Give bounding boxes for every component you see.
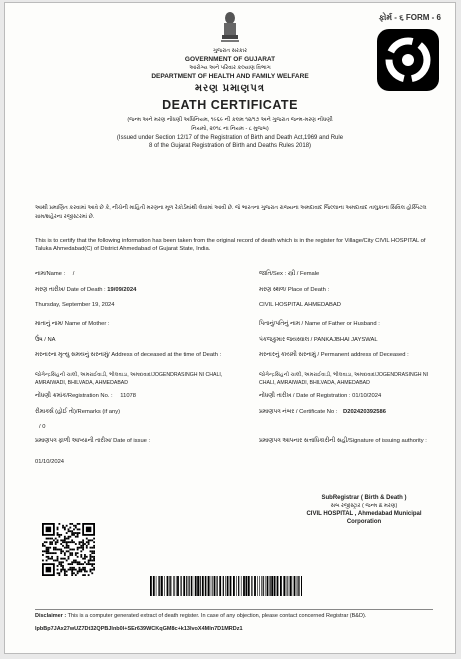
national-emblem-icon <box>218 10 242 46</box>
permanent-address-label: મરનારનું કાયમી સરનામું / Permanent address of Deceased : <box>259 352 409 358</box>
sex-field: જાતિ/Sex : સ્ત્રી / Female <box>259 271 320 277</box>
certificate-no-value: D202420392586 <box>343 409 386 415</box>
intro-text: This is to certify that the following information has been taken from the original record of death which is in the register for Village/City CIVIL HOSPITAL of Taluka Ahmedabad(C) of District Ahmedabad of Gujarat State, India. <box>35 238 426 252</box>
disclaimer-label: Disclaimer : <box>35 613 67 619</box>
registration-no-value: 11078 <box>120 393 136 399</box>
signatory-title: SubRegistrar ( Birth & Death ) <box>321 495 407 501</box>
issued-under: (Issued under Section 12/17 of the Registration of Birth and Death Act,1969 and Rule 8 of the Gujarat Registration of Birth and Deaths Rules 2018) <box>116 135 344 149</box>
pod-label: મરણ સ્થળ/ Place of Death : <box>259 287 330 293</box>
registration-date-field <box>259 392 381 400</box>
mother-label: માતાનું નામ/ Name of Mother : <box>35 321 110 327</box>
signatory-block <box>303 494 425 526</box>
issue-date-label: પ્રમાણપત્ર ફાળી આપ્યાની તારીખ/ Date of issue : <box>35 438 151 444</box>
verification-hash: lpbBp7JAx27wUZ7Dt32QPBJlnb0l+SEr639WCKqGM8c+k13lvoX4Mln7D1MRDz1 <box>35 626 243 632</box>
father-value: પંકજકુમાર જયસ્વાલ / PANKAJBHAI JAYSWAL <box>259 337 378 343</box>
registration-no-label: નોંધણી ક્રમાંક/Registration No. : <box>35 393 113 399</box>
death-address-value: જોગેન્દ્રસિંહની ચાલી, અમરાઈવાડી, ભીલવાડા, અમદાવાદ/JOGENDRASINGH NI CHALI, AMRAIWADI, BHILVADA, AHMEDABAD <box>35 372 223 386</box>
certificate-page <box>4 2 456 654</box>
remarks-label: રીમાર્ક્સ (હોઈ તો)/Remarks (if any) <box>35 409 121 415</box>
registration-no-field <box>35 392 136 400</box>
registration-date-value: 01/10/2024 <box>352 393 382 399</box>
certificate-title-gu: મરણ પ્રમાણપત્ર <box>194 83 266 94</box>
pod-value: CIVIL HOSPITAL AHMEDABAD <box>259 302 341 308</box>
disclaimer-text: This is a computer generated extract of death register. In case of any objection, please contact concerned Registrar (B&D). <box>67 613 367 619</box>
signature-label: પ્રમાણપત્ર આપનાર સત્તાધિકારીની સહી/Signature of issuing authority : <box>259 438 427 444</box>
permanent-address-value: જોગેન્દ્રસિંહની ચાલી, અમરાઈવાડી, ભીલવાડા, અમદાવાદ/JOGENDRASINGH NI CHALI, AMRAIWADI, BHILVADA, AHMEDABAD <box>259 372 429 386</box>
mother-value: ઉંષ / NA <box>35 337 56 343</box>
name-field <box>35 270 74 278</box>
registration-date-label: નોંધણી તારીખ / Date of Registration : <box>259 393 351 399</box>
certificate-no-field <box>259 408 386 416</box>
disclaimer <box>35 609 433 620</box>
signatory-office: CIVIL HOSPITAL , Ahmedabad Municipal Corporation <box>306 511 422 525</box>
signatory-title-gu: સબ રજીસ્ટ્રાર ( જન્મ & મરણ) <box>330 503 398 509</box>
certificate-title: DEATH CERTIFICATE <box>162 98 298 112</box>
form-number: ફોર્મ - ૬ FORM - 6 <box>378 13 441 22</box>
dod-field <box>35 286 136 294</box>
dod-label: મરણ તારીખ/ Date of Death : <box>35 287 106 293</box>
dod-value: 19/09/2024 <box>107 287 137 293</box>
barcode-icon <box>150 576 302 596</box>
father-label: પિતાનું/પતિનું નામ / Name of Father or Husband : <box>259 321 380 327</box>
issue-date-value: 01/10/2024 <box>35 459 65 465</box>
name-label: નામ/Name : <box>35 271 66 277</box>
intro-text-gu: આથી પ્રમાણિત કરવામાં આવે છે કે, નીચેની માહિતી મરણના મૂળ રેકોર્ડમાંથી લેવામાં આવી છે. જે ભારતના ગુજરાત રાજ્યના અમદાવાદ જિલ્લાના અમદાવાદ તાલુકાના સિવિલ હોસ્પિટલ ગ્રામ/શહેરના રજીસ્ટરમાં છે. <box>35 205 427 220</box>
remarks-value: / 0 <box>39 424 46 430</box>
dept-title: DEPARTMENT OF HEALTH AND FAMILY WELFARE <box>151 73 309 80</box>
gov-title-gu: ગુજરાત સરકાર <box>213 48 247 54</box>
name-value: / <box>72 271 75 277</box>
gov-title: GOVERNMENT OF GUJARAT <box>184 56 276 63</box>
death-address-label: મરનારના મૃત્યુ સમયનું સરનામું/ Address of deceased at the time of Death : <box>35 352 222 358</box>
dod-words: Thursday, September 19, 2024 <box>35 302 115 308</box>
qr-code-icon <box>42 523 95 576</box>
certificate-no-label: પ્રમાણપત્ર નંબર / Certificate No : <box>259 409 338 415</box>
dept-title-gu: આરોગ્ય અને પરિવાર કલ્યાણ વિભાગ <box>189 65 271 71</box>
issued-under-gu: (જન્મ અને મરણ નોંધણી અધિનિયમ, ૧૯૬૯ ની કલમ ૧૨/૧૭ અને ગુજરાત જન્મ-મરણ નોંધણી નિયમો, ૨૦૧૮ ના નિયમ - ૮ મુજબ) <box>127 117 333 132</box>
